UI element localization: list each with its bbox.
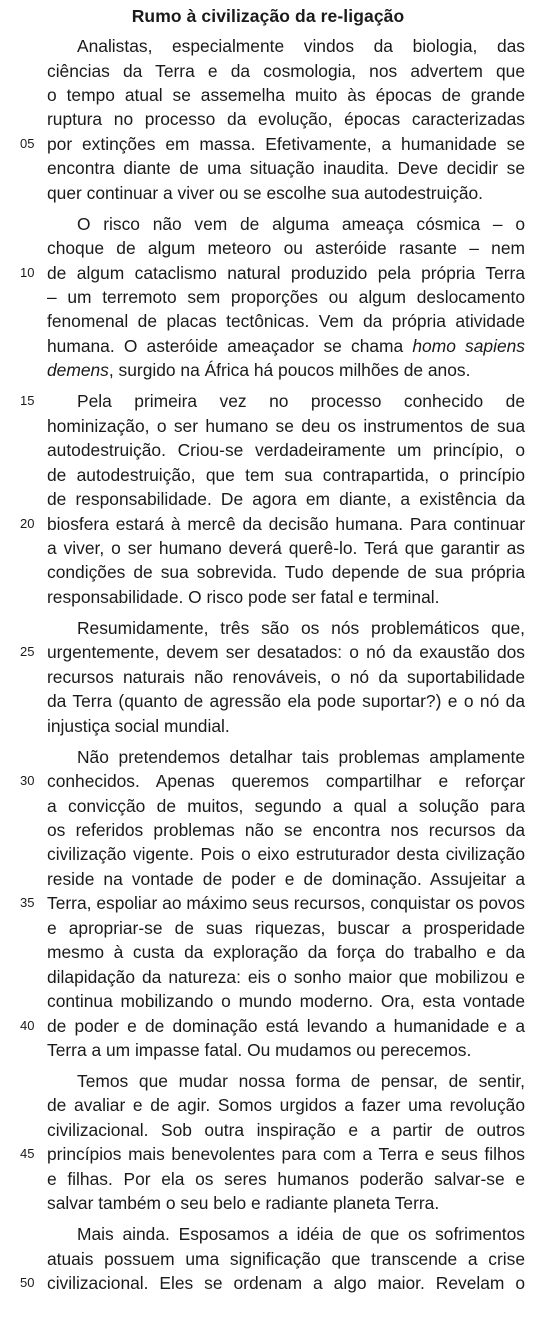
text-line — [77, 745, 525, 769]
text-line — [47, 132, 525, 156]
italic-text: demens — [47, 360, 109, 381]
text-segment: atuais possuem uma significação que transcende a crise — [47, 1248, 525, 1269]
text-line — [47, 83, 525, 107]
text-segment: choque de algum meteoro ou asteróide rasante – nem — [47, 238, 525, 259]
text-segment: – um terremoto sem proporções ou algum deslocamento — [47, 287, 525, 307]
text-line — [77, 1222, 525, 1246]
text-line — [47, 867, 525, 891]
text-segment: por extinções em massa. Efetivamente, a humanidade se — [47, 133, 525, 154]
text-line — [47, 794, 525, 818]
text-segment: o tempo atual se assemelha muito às épocas de grande — [47, 84, 525, 105]
text-segment: Terra a um impasse fatal. Ou mudamos ou perecemos. — [47, 1040, 472, 1060]
line-number: 50 — [20, 1275, 35, 1291]
text-segment: humana. O asteróide ameaçador se chama — [47, 335, 413, 356]
text-segment: reside na vontade de poder e de dominação. Assujeitar a — [47, 868, 525, 889]
text-line — [47, 1014, 525, 1038]
text-line — [47, 463, 525, 487]
text-segment: Não pretendemos detalhar tais problemas amplamente — [77, 746, 525, 767]
text-line — [47, 769, 525, 793]
text-line — [47, 714, 525, 738]
text-segment: Terra, espoliar ao máximo seus recursos, conquistar os povos — [47, 893, 525, 914]
line-number: 20 — [20, 515, 35, 531]
line-number: 30 — [20, 773, 35, 789]
text-line — [47, 438, 525, 462]
text-line — [77, 1069, 525, 1093]
text-line — [47, 916, 525, 940]
text-line — [47, 1038, 525, 1062]
text-segment: Resumidamente, três são os nós problemáticos que, — [77, 617, 525, 638]
text-line — [47, 989, 525, 1013]
text-line — [47, 891, 525, 915]
line-number: 15 — [20, 393, 35, 409]
text-line — [47, 965, 525, 989]
text-line — [47, 285, 525, 309]
text-line — [47, 1247, 525, 1271]
text-segment: da Terra (quanto de agressão ela pode suportar?) e o nó da — [47, 691, 525, 712]
text-segment: injustiça social mundial. — [47, 715, 230, 736]
text-segment: civilização vigente. Pois o eixo estruturador desta civilização — [47, 844, 525, 865]
document-title: Rumo à civilização da re-ligação — [131, 6, 405, 26]
text-line — [47, 842, 525, 866]
text-line — [47, 665, 525, 689]
text-segment: Temos que mudar nossa forma de pensar, de sentir, — [77, 1071, 525, 1091]
italic-text: homo sapiens — [412, 335, 525, 356]
text-segment: urgentemente, devem ser desatados: o nó da exaustão dos — [47, 642, 525, 663]
text-line — [77, 616, 525, 640]
text-line — [47, 181, 525, 205]
text-line — [47, 585, 525, 609]
text-segment: Analistas, especialmente vindos da biologia, das — [77, 36, 525, 56]
text-segment: , surgido na África há poucos milhões de anos. — [108, 360, 471, 381]
text-segment: de responsabilidade. De agora em diante, a existência da — [47, 489, 525, 510]
text-segment: Pela primeira vez no processo conhecido de — [77, 391, 525, 412]
text-segment: princípios mais benevolentes para com a Terra e seus filhos — [47, 1144, 525, 1165]
text-segment: quer continuar a viver ou se escolhe sua autodestruição. — [47, 182, 483, 203]
text-line — [47, 358, 525, 382]
text-segment: civilizacional. Sob outra inspiração e a partir de outros — [47, 1119, 525, 1140]
text-line — [47, 818, 525, 842]
text-segment: condições de sua sobrevida. Tudo depende de sua própria — [47, 562, 525, 583]
text-segment: ciências da Terra e da cosmologia, nos advertem que — [47, 60, 525, 81]
text-segment: de algum cataclismo natural produzido pela própria Terra — [47, 262, 525, 283]
text-segment: responsabilidade. O risco pode ser fatal e terminal. — [47, 586, 440, 607]
text-line — [47, 689, 525, 713]
line-number: 05 — [20, 135, 35, 151]
text-segment: e filhas. Por ela os seres humanos poderão salvar-se e — [47, 1168, 525, 1189]
line-number: 25 — [20, 644, 35, 660]
text-segment: dilapidação da natureza: eis o sonho maior que mobilizou e — [47, 966, 525, 987]
text-segment: salvar também o seu belo e radiante planeta Terra. — [47, 1193, 440, 1214]
text-line — [47, 940, 525, 964]
text-line — [47, 1167, 525, 1191]
text-line — [47, 640, 525, 664]
text-line — [47, 536, 525, 560]
line-number: 45 — [20, 1146, 35, 1162]
text-line — [47, 487, 525, 511]
text-line — [47, 107, 525, 131]
text-segment: a viver, o ser humano deverá querê-lo. Terá que garantir as — [47, 538, 525, 558]
text-segment: ruptura no processo da evolução, épocas caracterizadas — [47, 109, 525, 130]
text-segment: os referidos problemas não se encontra nos recursos da — [47, 820, 525, 840]
text-line — [77, 389, 525, 413]
line-number: 35 — [20, 895, 35, 911]
text-segment: Mais ainda. Esposamos a idéia de que os sofrimentos — [77, 1224, 525, 1245]
text-segment: encontra diante de uma situação inaudita. Deve decidir se — [47, 158, 525, 179]
text-line — [47, 334, 525, 358]
text-line — [77, 34, 525, 58]
text-line — [47, 1142, 525, 1166]
text-segment: de avaliar e de agir. Somos urgidos a fazer uma revolução — [47, 1095, 525, 1116]
text-line — [47, 1271, 525, 1295]
text-segment: a convicção de muitos, segundo a qual a solução para — [47, 795, 525, 816]
text-line — [47, 236, 525, 260]
text-segment: recursos naturais não renováveis, o nó da suportabilidade — [47, 666, 525, 687]
text-segment: biosfera estará à mercê da decisão humana. Para continuar — [47, 513, 525, 534]
text-line — [47, 1191, 525, 1215]
text-line — [47, 414, 525, 438]
text-line — [47, 1093, 525, 1117]
text-segment: civilizacional. Eles se ordenam a algo maior. Revelam o — [47, 1273, 525, 1294]
line-number: 40 — [20, 1017, 35, 1033]
text-segment: hominização, o ser humano se deu os instrumentos de sua — [47, 415, 525, 436]
text-segment: conhecidos. Apenas queremos compartilhar e reforçar — [47, 771, 525, 792]
text-line — [47, 1118, 525, 1142]
text-line — [47, 512, 525, 536]
text-segment: de autodestruição, que tem sua contrapartida, o princípio — [47, 464, 525, 485]
text-line — [47, 59, 525, 83]
text-segment: de poder e de dominação está levando a humanidade e a — [47, 1015, 525, 1036]
line-number: 10 — [20, 264, 35, 280]
text-segment: mesmo à custa da exploração da força do trabalho e da — [47, 942, 525, 963]
text-line — [47, 309, 525, 333]
text-line — [77, 212, 525, 236]
text-segment: autodestruição. Criou-se verdadeiramente um princípio, o — [47, 440, 525, 461]
text-line — [47, 156, 525, 180]
text-segment: O risco não vem de alguma ameaça cósmica – o — [77, 213, 525, 234]
text-segment: continua mobilizando o mundo moderno. Ora, esta vontade — [47, 991, 525, 1012]
text-segment: e apropriar-se de suas riquezas, buscar a prosperidade — [47, 917, 525, 938]
text-line — [47, 261, 525, 285]
text-segment: fenomenal de placas tectônicas. Vem da própria atividade — [47, 311, 525, 332]
text-line — [47, 560, 525, 584]
